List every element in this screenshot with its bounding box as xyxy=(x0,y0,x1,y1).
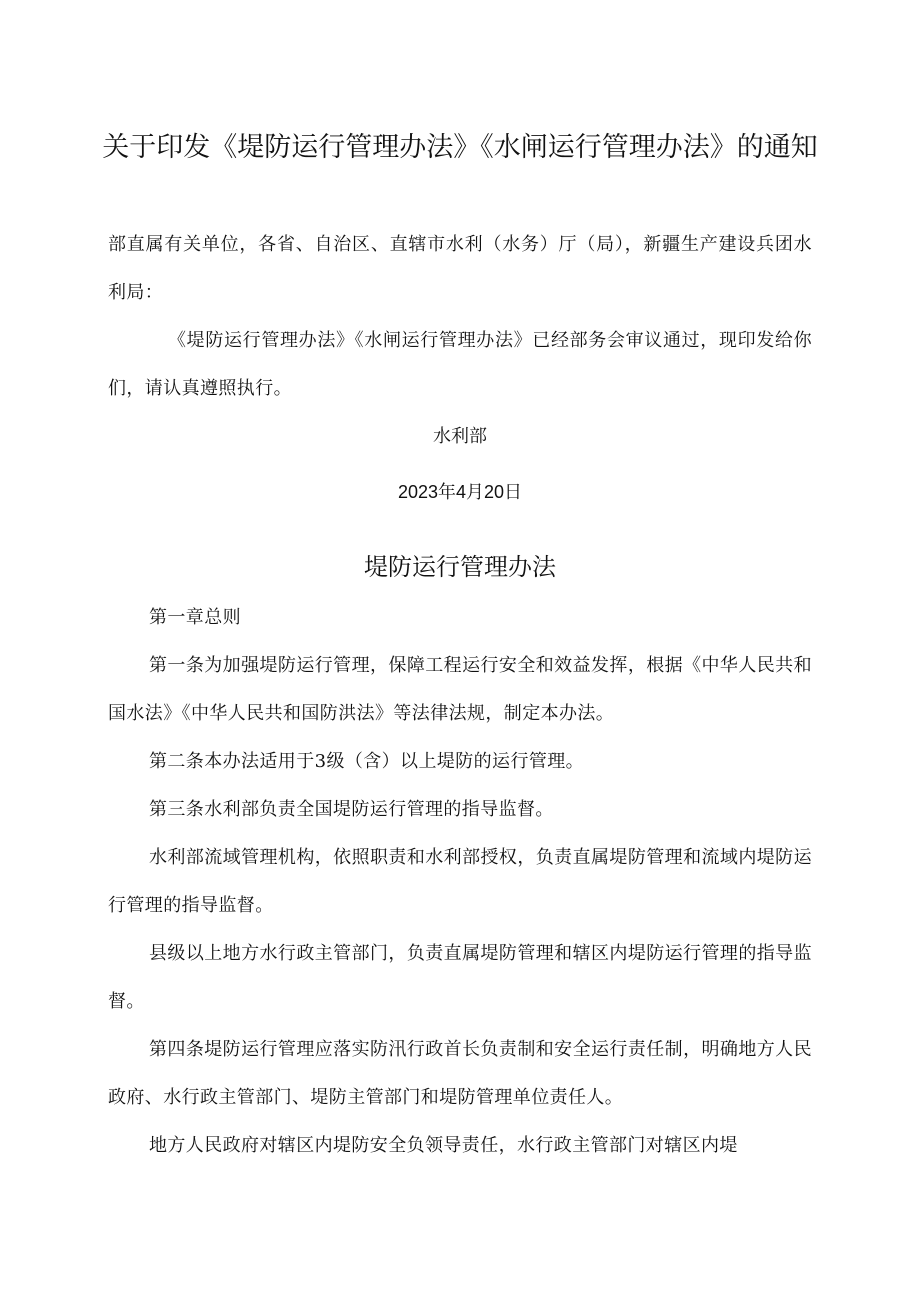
article-paragraph: 第三条水利部负责全国堤防运行管理的指导监督。 xyxy=(149,799,554,820)
issue-date: 2023年4月20日 xyxy=(397,482,523,502)
article-paragraph: 第四条堤防运行管理应落实防汛行政首长负责制和安全运行责任制，明确地方人民政府、水行政主管部门、堤防主管部门和堤防管理单位责任人。 xyxy=(108,1039,812,1108)
article-paragraph: 第一条为加强堤防运行管理，保障工程运行安全和效益发挥，根据《中华人民共和国水法》《中华人民共和国防洪法》等法律法规，制定本办法。 xyxy=(108,655,812,724)
issuer-name: 水利部 xyxy=(433,426,487,447)
chapter-heading: 第一章总则 xyxy=(149,607,241,628)
article-paragraph: 地方人民政府对辖区内堤防安全负领导责任，水行政主管部门对辖区内堤 xyxy=(149,1135,738,1156)
article-paragraph: 县级以上地方水行政主管部门，负责直属堤防管理和辖区内堤防运行管理的指导监督。 xyxy=(108,943,812,1012)
notice-body-paragraph: 《堤防运行管理办法》《水闸运行管理办法》已经部务会审议通过，现印发给你们，请认真遵照执行。 xyxy=(108,330,812,399)
regulation-title: 堤防运行管理办法 xyxy=(364,553,556,581)
document-title: 关于印发《堤防运行管理办法》《水闸运行管理办法》的通知 xyxy=(102,132,818,163)
addressee-paragraph: 部直属有关单位，各省、自治区、直辖市水利（水务）厅（局），新疆生产建设兵团水利局： xyxy=(108,234,812,303)
article-paragraph: 水利部流域管理机构，依照职责和水利部授权，负责直属堤防管理和流域内堤防运行管理的指导监督。 xyxy=(108,847,812,916)
article-paragraph: 第二条本办法适用于3级（含）以上堤防的运行管理。 xyxy=(149,751,585,772)
